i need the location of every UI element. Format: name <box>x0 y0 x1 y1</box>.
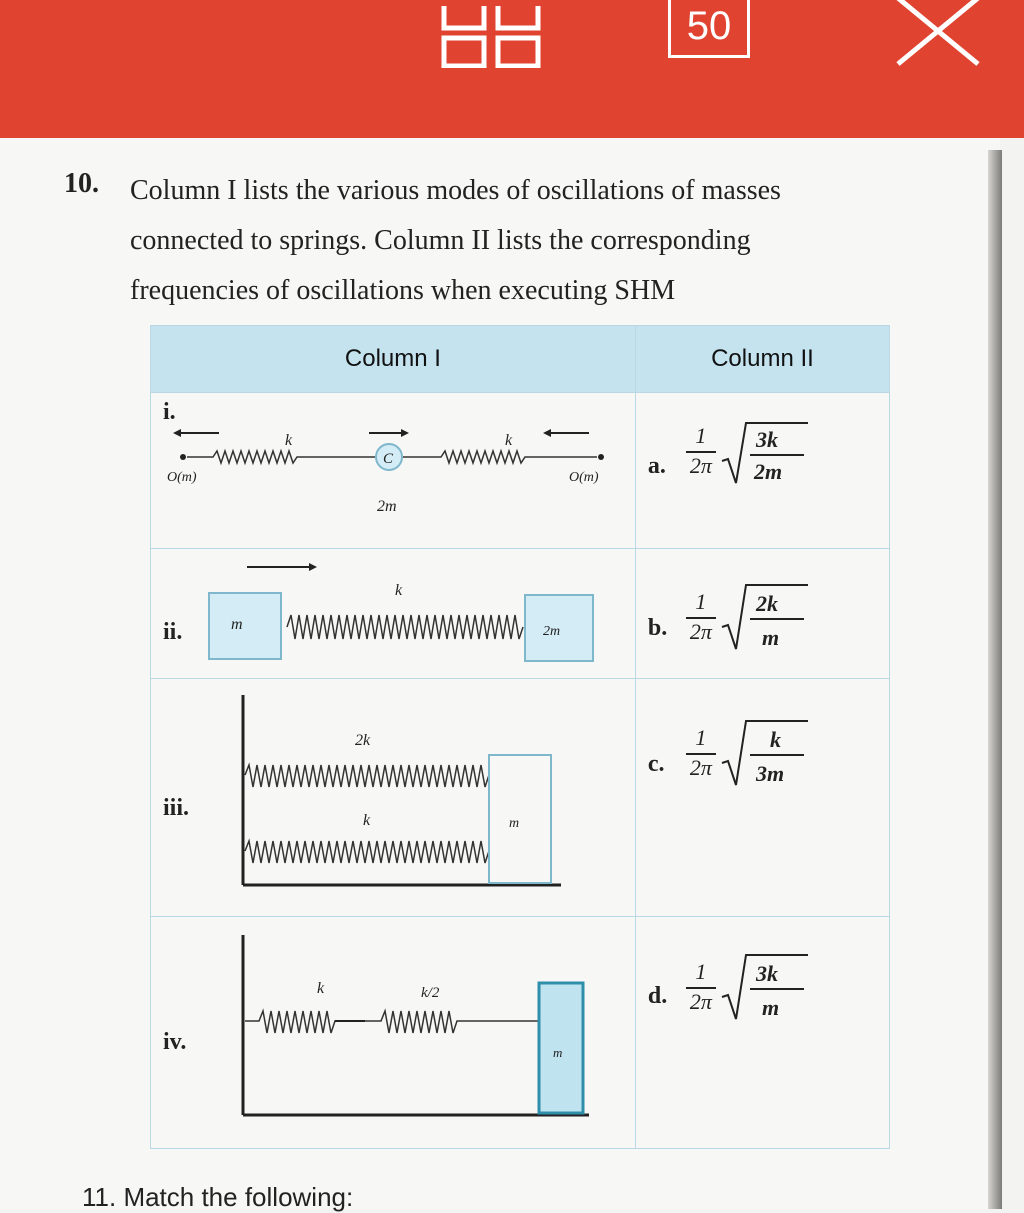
spring-label: 2k <box>355 732 371 749</box>
sqrt-icon <box>720 419 810 489</box>
table-row <box>151 393 890 549</box>
question-line: connected to springs. Column II lists the corresponding <box>130 225 751 256</box>
option-label: d. <box>647 983 668 1009</box>
column2-cell <box>635 917 889 1149</box>
column1-cell <box>151 549 636 679</box>
column1-cell <box>151 917 636 1149</box>
fraction-denominator: 2π <box>689 989 712 1014</box>
diagram-three-mass-spring <box>151 393 637 548</box>
table-row <box>151 549 890 679</box>
sqrt-icon <box>720 713 810 793</box>
column2-cell <box>635 549 889 679</box>
spring-label: k <box>363 812 371 829</box>
matching-table <box>150 325 890 1149</box>
column2-cell <box>635 679 889 917</box>
spring-label: k/2 <box>421 985 440 1001</box>
question-text <box>130 166 930 316</box>
mass-label: 2m <box>377 498 397 515</box>
question-number: 10. <box>64 168 99 199</box>
row-label: iv. <box>163 1029 187 1055</box>
page-edge-shadow <box>988 150 1002 1209</box>
option-label: c. <box>647 751 665 777</box>
diagram-parallel-springs <box>151 679 637 916</box>
spring-label: k <box>395 582 403 599</box>
close-icon[interactable] <box>890 0 986 68</box>
mass-letter: C <box>383 451 394 467</box>
mass-label: m <box>231 616 243 633</box>
fraction-numerator: 1 <box>695 589 707 614</box>
fraction-denominator: 2π <box>689 619 712 644</box>
table-row <box>151 679 890 917</box>
column1-cell <box>151 679 636 917</box>
radicand-numerator: k <box>769 727 781 752</box>
option-label: b. <box>647 615 668 641</box>
diagram-two-mass-spring <box>151 549 637 678</box>
column2-cell <box>635 393 889 549</box>
page-count-button[interactable]: 50 <box>668 0 750 58</box>
sqrt-icon <box>720 947 810 1027</box>
radicand-numerator: 2k <box>755 591 778 616</box>
diagram-series-springs <box>151 917 637 1148</box>
radicand-numerator: 3k <box>755 427 778 452</box>
spring-label: k <box>317 980 325 997</box>
fraction-denominator: 2π <box>689 453 712 478</box>
grid-icon[interactable] <box>440 6 544 68</box>
radicand-denominator: 3m <box>755 761 785 786</box>
row-label: iii. <box>163 795 190 821</box>
fraction-denominator: 2π <box>689 755 712 780</box>
column-header: Column I <box>151 326 636 393</box>
question-line: frequencies of oscillations when executing SHM <box>130 275 676 306</box>
radicand-denominator: m <box>761 995 780 1020</box>
row-label: ii. <box>163 619 183 645</box>
fraction-numerator: 1 <box>695 423 707 448</box>
mass-label: O(m) <box>569 470 599 485</box>
option-label: a. <box>647 453 666 479</box>
spring-label: k <box>505 432 513 449</box>
table-row <box>151 917 890 1149</box>
row-label: i. <box>163 399 176 425</box>
column1-cell <box>151 393 636 549</box>
radicand-denominator: 2m <box>753 459 783 484</box>
fraction-numerator: 1 <box>695 725 707 750</box>
spring-label: k <box>285 432 293 449</box>
mass-label: m <box>553 1045 563 1060</box>
fraction-numerator: 1 <box>695 959 707 984</box>
toolbar <box>0 0 1024 138</box>
question-line: Column I lists the various modes of oscillations of masses <box>130 175 781 206</box>
mass-label: m <box>509 816 520 831</box>
radicand-denominator: m <box>761 625 780 650</box>
sqrt-icon <box>720 577 810 657</box>
column-header: Column II <box>635 326 889 393</box>
mass-label: O(m) <box>167 470 197 485</box>
radicand-numerator: 3k <box>755 961 778 986</box>
mass-label: 2m <box>543 624 561 639</box>
next-question-text: 11. Match the following: <box>82 1182 354 1212</box>
